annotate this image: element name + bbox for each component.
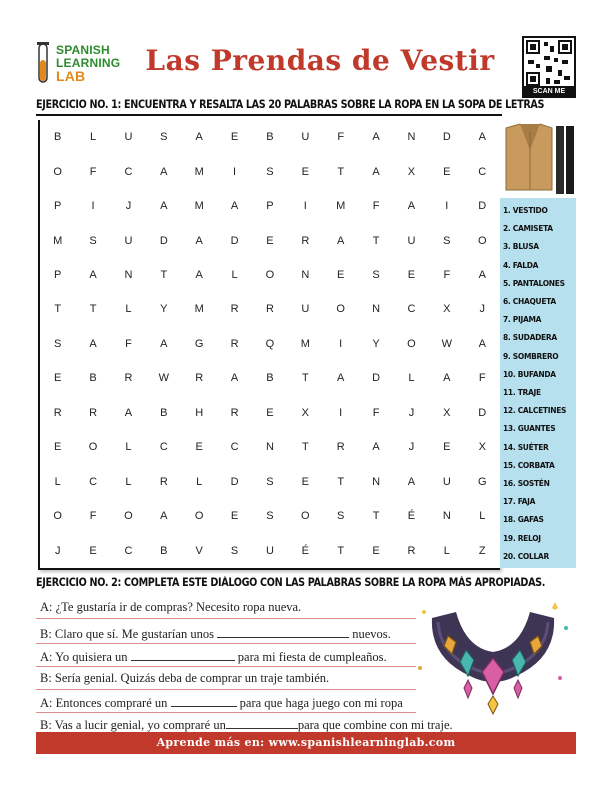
exercise-2-instruction: EJERCICIO NO. 2: COMPLETA ESTE DIÁLOGO CON LAS PALABRAS SOBRE LA ROPA MÁS APROPIADAS. — [36, 576, 546, 589]
word-list-item: 15. CORBATA — [503, 460, 555, 470]
grid-letter[interactable]: X — [301, 406, 309, 419]
grid-letter[interactable]: O — [477, 234, 487, 247]
word-list-item: 19. RELOJ — [503, 533, 541, 543]
grid-letter[interactable]: W — [158, 372, 169, 385]
grid-letter[interactable]: C — [124, 544, 133, 557]
answer-blank[interactable] — [217, 625, 349, 638]
dialog-text: B: Claro que sí. Me gustarían unos — [40, 627, 214, 641]
grid-letter[interactable]: T — [372, 510, 380, 523]
logo-line-3: LAB — [56, 68, 86, 84]
dialog-text: A: ¿Te gustaría ir de compras? Necesito ropa nueva. — [40, 600, 302, 614]
grid-letter[interactable]: A — [89, 337, 97, 350]
grid-letter[interactable]: C — [230, 441, 239, 454]
answer-blank[interactable] — [131, 648, 235, 661]
grid-letter[interactable]: J — [479, 303, 485, 316]
dialog-text: A: Yo quisiera un — [40, 650, 128, 664]
grid-letter[interactable]: T — [301, 441, 309, 454]
word-list-item: 3. BLUSA — [503, 242, 539, 252]
grid-row — [40, 499, 500, 533]
grid-letter[interactable]: R — [195, 372, 204, 385]
footer-banner: Aprende más en: www.spanishlearninglab.com — [36, 732, 576, 754]
word-list-item: 18. GAFAS — [503, 515, 544, 525]
grid-letter[interactable]: U — [301, 303, 310, 316]
grid-letter[interactable]: C — [89, 475, 98, 488]
grid-letter[interactable]: A — [443, 372, 451, 385]
word-list-item: 9. SOMBRERO — [503, 351, 559, 361]
dialog-text: para que haga juego con mi ropa — [239, 696, 403, 710]
grid-letter[interactable]: S — [443, 234, 451, 247]
grid-letter[interactable]: E — [301, 165, 309, 178]
grid-letter[interactable]: O — [53, 510, 62, 523]
grid-letter[interactable]: A — [478, 337, 486, 350]
grid-letter[interactable]: R — [230, 406, 239, 419]
grid-letter[interactable]: M — [336, 200, 346, 213]
grid-letter[interactable]: J — [408, 441, 415, 454]
grid-letter[interactable]: L — [125, 441, 132, 454]
grid-letter[interactable]: D — [159, 234, 168, 247]
dialog-text: para que combine con mi traje. — [297, 718, 453, 732]
grid-letter[interactable]: A — [89, 269, 97, 282]
grid-letter[interactable]: S — [160, 131, 168, 144]
grid-letter[interactable]: B — [54, 131, 62, 144]
grid-letter[interactable]: L — [125, 303, 132, 316]
grid-letter[interactable]: A — [195, 269, 203, 282]
grid-letter[interactable]: R — [230, 337, 239, 350]
dialog-text: B: Sería genial. Quizás deba de comprar un traje también. — [40, 671, 330, 685]
grid-letter[interactable]: J — [125, 200, 132, 213]
grid-letter[interactable]: A — [478, 131, 486, 144]
word-list-item: 17. FAJA — [503, 497, 536, 507]
grid-letter[interactable]: F — [372, 200, 380, 213]
dialog-line-1 — [40, 600, 301, 615]
grid-letter[interactable]: Y — [160, 303, 168, 316]
word-list-item: 16. SOSTÉN — [503, 479, 550, 489]
grid-row — [40, 533, 500, 568]
grid-letter[interactable]: A — [124, 406, 133, 419]
grid-letter[interactable]: S — [54, 337, 62, 350]
grid-letter[interactable]: É — [407, 510, 416, 523]
dialog-text: nuevos. — [352, 627, 391, 641]
test-tube-icon — [36, 42, 50, 86]
word-list-item: 4. FALDA — [503, 260, 539, 270]
grid-letter[interactable]: A — [478, 269, 486, 282]
grid-letter[interactable]: E — [443, 165, 451, 178]
grid-letter[interactable]: M — [194, 303, 204, 316]
grid-letter[interactable]: T — [337, 475, 345, 488]
word-list-item: 20. COLLAR — [503, 551, 549, 561]
dialog-line-6 — [40, 716, 453, 733]
grid-letter[interactable]: A — [195, 234, 203, 247]
grid-letter[interactable]: M — [300, 337, 310, 350]
grid-letter[interactable]: P — [266, 200, 274, 213]
grid-letter[interactable]: V — [195, 544, 203, 557]
grid-letter[interactable]: E — [230, 131, 239, 144]
grid-letter[interactable]: X — [478, 441, 486, 454]
grid-row — [40, 465, 500, 499]
grid-letter[interactable]: N — [372, 475, 381, 488]
grid-letter[interactable]: S — [89, 234, 97, 247]
grid-letter[interactable]: R — [336, 441, 345, 454]
grid-letter[interactable]: X — [443, 303, 451, 316]
exercise-1-instruction: EJERCICIO NO. 1: ENCUENTRA Y RESALTA LAS 20 PALABRAS SOBRE LA ROPA EN LA SOPA DE LETRAS — [36, 98, 545, 111]
answer-blank[interactable] — [171, 694, 237, 707]
word-list-item: 2. CAMISETA — [503, 224, 553, 234]
grid-letter[interactable]: W — [441, 337, 452, 350]
grid-letter[interactable]: A — [160, 337, 168, 350]
grid-letter[interactable]: U — [265, 544, 274, 557]
grid-letter[interactable]: I — [91, 200, 95, 213]
dialog-line-2 — [40, 625, 391, 642]
grid-letter[interactable]: R — [407, 544, 416, 557]
grid-letter[interactable]: E — [301, 475, 309, 488]
grid-row — [40, 189, 500, 223]
grid-letter[interactable]: O — [407, 337, 416, 350]
grid-letter[interactable]: U — [301, 131, 310, 144]
word-list-item: 12. CALCETINES — [503, 406, 567, 416]
grid-letter[interactable]: P — [54, 200, 62, 213]
scan-me-label: SCAN ME — [522, 86, 576, 98]
grid-letter[interactable]: E — [266, 234, 274, 247]
word-list-item: 14. SUÉTER — [503, 442, 549, 452]
grid-letter[interactable]: A — [337, 234, 345, 247]
grid-letter[interactable]: A — [407, 200, 416, 213]
grid-letter[interactable]: A — [372, 131, 380, 144]
divider — [36, 689, 416, 690]
grid-letter[interactable]: Y — [372, 337, 380, 350]
grid-letter[interactable]: L — [196, 475, 203, 488]
grid-letter[interactable]: D — [372, 372, 381, 385]
grid-letter[interactable]: R — [159, 475, 168, 488]
grid-letter[interactable]: D — [230, 234, 239, 247]
grid-letter[interactable]: L — [54, 475, 61, 488]
grid-letter[interactable]: T — [54, 303, 62, 316]
answer-blank[interactable] — [226, 716, 298, 729]
grid-letter[interactable]: U — [124, 131, 133, 144]
grid-row — [40, 258, 500, 292]
grid-letter[interactable]: L — [125, 475, 132, 488]
grid-letter[interactable]: B — [266, 372, 274, 385]
grid-letter[interactable]: C — [407, 303, 416, 316]
grid-letter[interactable]: M — [53, 234, 63, 247]
grid-letter[interactable]: O — [336, 303, 345, 316]
grid-letter[interactable]: L — [90, 131, 97, 144]
grid-letter[interactable]: U — [442, 475, 451, 488]
grid-letter[interactable]: T — [89, 303, 97, 316]
grid-letter[interactable]: A — [195, 131, 203, 144]
grid-letter[interactable]: Q — [265, 337, 275, 350]
grid-letter[interactable]: L — [443, 544, 450, 557]
grid-letter[interactable]: H — [195, 406, 204, 419]
grid-letter[interactable]: I — [233, 165, 237, 178]
word-list — [500, 198, 576, 568]
grid-letter[interactable]: L — [408, 372, 415, 385]
grid-letter[interactable]: E — [337, 269, 345, 282]
grid-letter[interactable]: L — [479, 510, 486, 523]
grid-letter[interactable]: T — [160, 269, 168, 282]
logo — [56, 44, 120, 83]
grid-letter[interactable]: O — [124, 510, 133, 523]
grid-letter[interactable]: S — [266, 510, 274, 523]
grid-letter[interactable]: Z — [478, 544, 486, 557]
divider — [36, 666, 416, 667]
divider — [36, 712, 416, 713]
grid-letter[interactable]: R — [301, 234, 310, 247]
grid-row — [40, 120, 500, 154]
grid-letter[interactable]: S — [337, 510, 345, 523]
grid-row — [40, 154, 500, 188]
grid-letter[interactable]: J — [408, 406, 415, 419]
grid-letter[interactable]: O — [53, 165, 62, 178]
grid-letter[interactable]: A — [407, 475, 416, 488]
grid-letter[interactable]: E — [266, 406, 274, 419]
grid-letter[interactable]: A — [160, 510, 168, 523]
grid-letter[interactable]: M — [194, 200, 204, 213]
word-list-item: 1. VESTIDO — [503, 206, 548, 215]
grid-letter[interactable]: I — [303, 200, 307, 213]
dialog-text: A: Entonces compraré un — [40, 696, 168, 710]
divider — [36, 618, 416, 619]
grid-letter[interactable]: T — [337, 165, 345, 178]
logo-line-2: LEARNING — [56, 56, 121, 70]
grid-letter[interactable]: N — [372, 303, 381, 316]
word-list-item: 8. SUDADERA — [503, 333, 557, 343]
grid-row — [40, 430, 500, 464]
grid-letter[interactable]: F — [372, 406, 380, 419]
logo-line-1: SPANISH — [56, 43, 110, 57]
grid-letter[interactable]: É — [301, 544, 309, 557]
grid-letter[interactable]: E — [54, 441, 62, 454]
grid-letter[interactable]: U — [124, 234, 133, 247]
grid-letter[interactable]: R — [265, 303, 274, 316]
grid-letter[interactable]: B — [160, 406, 168, 419]
grid-letter[interactable]: T — [372, 234, 380, 247]
grid-letter[interactable]: A — [372, 165, 380, 178]
grid-letter[interactable]: N — [407, 131, 416, 144]
grid-letter[interactable]: C — [159, 441, 168, 454]
grid-letter[interactable]: M — [194, 165, 204, 178]
grid-letter[interactable]: C — [124, 165, 133, 178]
grid-letter[interactable]: I — [445, 200, 449, 213]
grid-row — [40, 223, 500, 257]
grid-letter[interactable]: N — [301, 269, 310, 282]
grid-row — [40, 396, 500, 430]
grid-letter[interactable]: R — [124, 372, 133, 385]
grid-row — [40, 292, 500, 326]
dialog-line-4 — [40, 671, 329, 686]
grid-letter[interactable]: T — [301, 372, 309, 385]
grid-letter[interactable]: J — [54, 544, 61, 557]
dialog-line-3 — [40, 648, 387, 665]
divider — [36, 643, 416, 644]
grid-letter[interactable]: B — [89, 372, 97, 385]
grid-letter[interactable]: N — [124, 269, 133, 282]
grid-letter[interactable]: S — [266, 165, 274, 178]
grid-letter[interactable]: F — [443, 269, 451, 282]
grid-letter[interactable]: E — [443, 441, 451, 454]
grid-row — [40, 361, 500, 395]
grid-letter[interactable]: G — [194, 337, 204, 350]
grid-letter[interactable]: S — [372, 269, 380, 282]
grid-letter[interactable]: D — [478, 200, 487, 213]
grid-letter[interactable]: T — [337, 544, 345, 557]
word-list-item: 5. PANTALONES — [503, 278, 565, 288]
grid-letter[interactable]: A — [160, 200, 168, 213]
grid-letter[interactable]: L — [231, 269, 238, 282]
word-list-item: 6. CHAQUETA — [503, 297, 556, 307]
dialog-line-5 — [40, 694, 418, 711]
word-list-item: 7. PIJAMA — [503, 315, 542, 325]
grid-letter[interactable]: D — [478, 406, 487, 419]
grid-letter[interactable]: A — [160, 165, 168, 178]
dialog-text: B: Vas a lucir genial, yo compraré un — [40, 718, 226, 732]
grid-letter[interactable]: F — [478, 372, 486, 385]
grid-letter[interactable]: R — [89, 406, 98, 419]
grid-letter[interactable]: R — [53, 406, 62, 419]
page-title: Las Prendas de Vestir — [145, 44, 495, 77]
grid-letter[interactable]: E — [230, 510, 239, 523]
grid-letter[interactable]: O — [265, 269, 275, 282]
jacket-pants-image — [500, 120, 576, 198]
grid-letter[interactable]: S — [266, 475, 274, 488]
grid-letter[interactable]: I — [339, 406, 343, 419]
grid-letter[interactable]: X — [407, 165, 416, 178]
grid-letter[interactable]: F — [337, 131, 345, 144]
dialog-text: para mi fiesta de cumpleaños. — [237, 650, 387, 664]
grid-letter[interactable]: E — [54, 372, 62, 385]
grid-letter[interactable]: D — [442, 131, 451, 144]
necklace-image — [410, 598, 576, 716]
grid-letter[interactable]: O — [194, 510, 204, 523]
grid-letter[interactable]: C — [478, 165, 487, 178]
grid-letter[interactable]: E — [372, 544, 380, 557]
grid-letter[interactable]: I — [339, 337, 343, 350]
word-search-grid — [38, 120, 500, 570]
grid-letter[interactable]: A — [337, 372, 345, 385]
grid-letter[interactable]: P — [54, 269, 62, 282]
grid-letter[interactable]: N — [442, 510, 451, 523]
grid-letter[interactable]: R — [230, 303, 239, 316]
grid-letter[interactable]: B — [160, 544, 168, 557]
grid-letter[interactable]: G — [477, 475, 487, 488]
word-list-item: 10. BUFANDA — [503, 369, 556, 379]
qr-code-icon[interactable] — [522, 36, 576, 90]
grid-letter[interactable]: A — [372, 441, 380, 454]
grid-letter[interactable]: N — [265, 441, 274, 454]
grid-letter[interactable]: A — [230, 200, 239, 213]
grid-letter[interactable]: U — [407, 234, 416, 247]
grid-letter[interactable]: E — [195, 441, 203, 454]
grid-row — [40, 327, 500, 361]
grid-letter[interactable]: F — [89, 165, 97, 178]
grid-letter[interactable]: X — [443, 406, 451, 419]
grid-letter[interactable]: E — [89, 544, 97, 557]
grid-letter[interactable]: D — [230, 475, 239, 488]
grid-letter[interactable]: O — [301, 510, 310, 523]
divider — [36, 114, 502, 116]
grid-letter[interactable]: B — [266, 131, 274, 144]
word-list-item: 13. GUANTES — [503, 424, 556, 434]
grid-letter[interactable]: E — [407, 269, 416, 282]
grid-letter[interactable]: O — [88, 441, 98, 454]
grid-letter[interactable]: S — [230, 544, 239, 557]
word-list-item: 11. TRAJE — [503, 388, 541, 398]
grid-letter[interactable]: F — [125, 337, 132, 350]
grid-letter[interactable]: F — [89, 510, 97, 523]
grid-letter[interactable]: A — [230, 372, 239, 385]
